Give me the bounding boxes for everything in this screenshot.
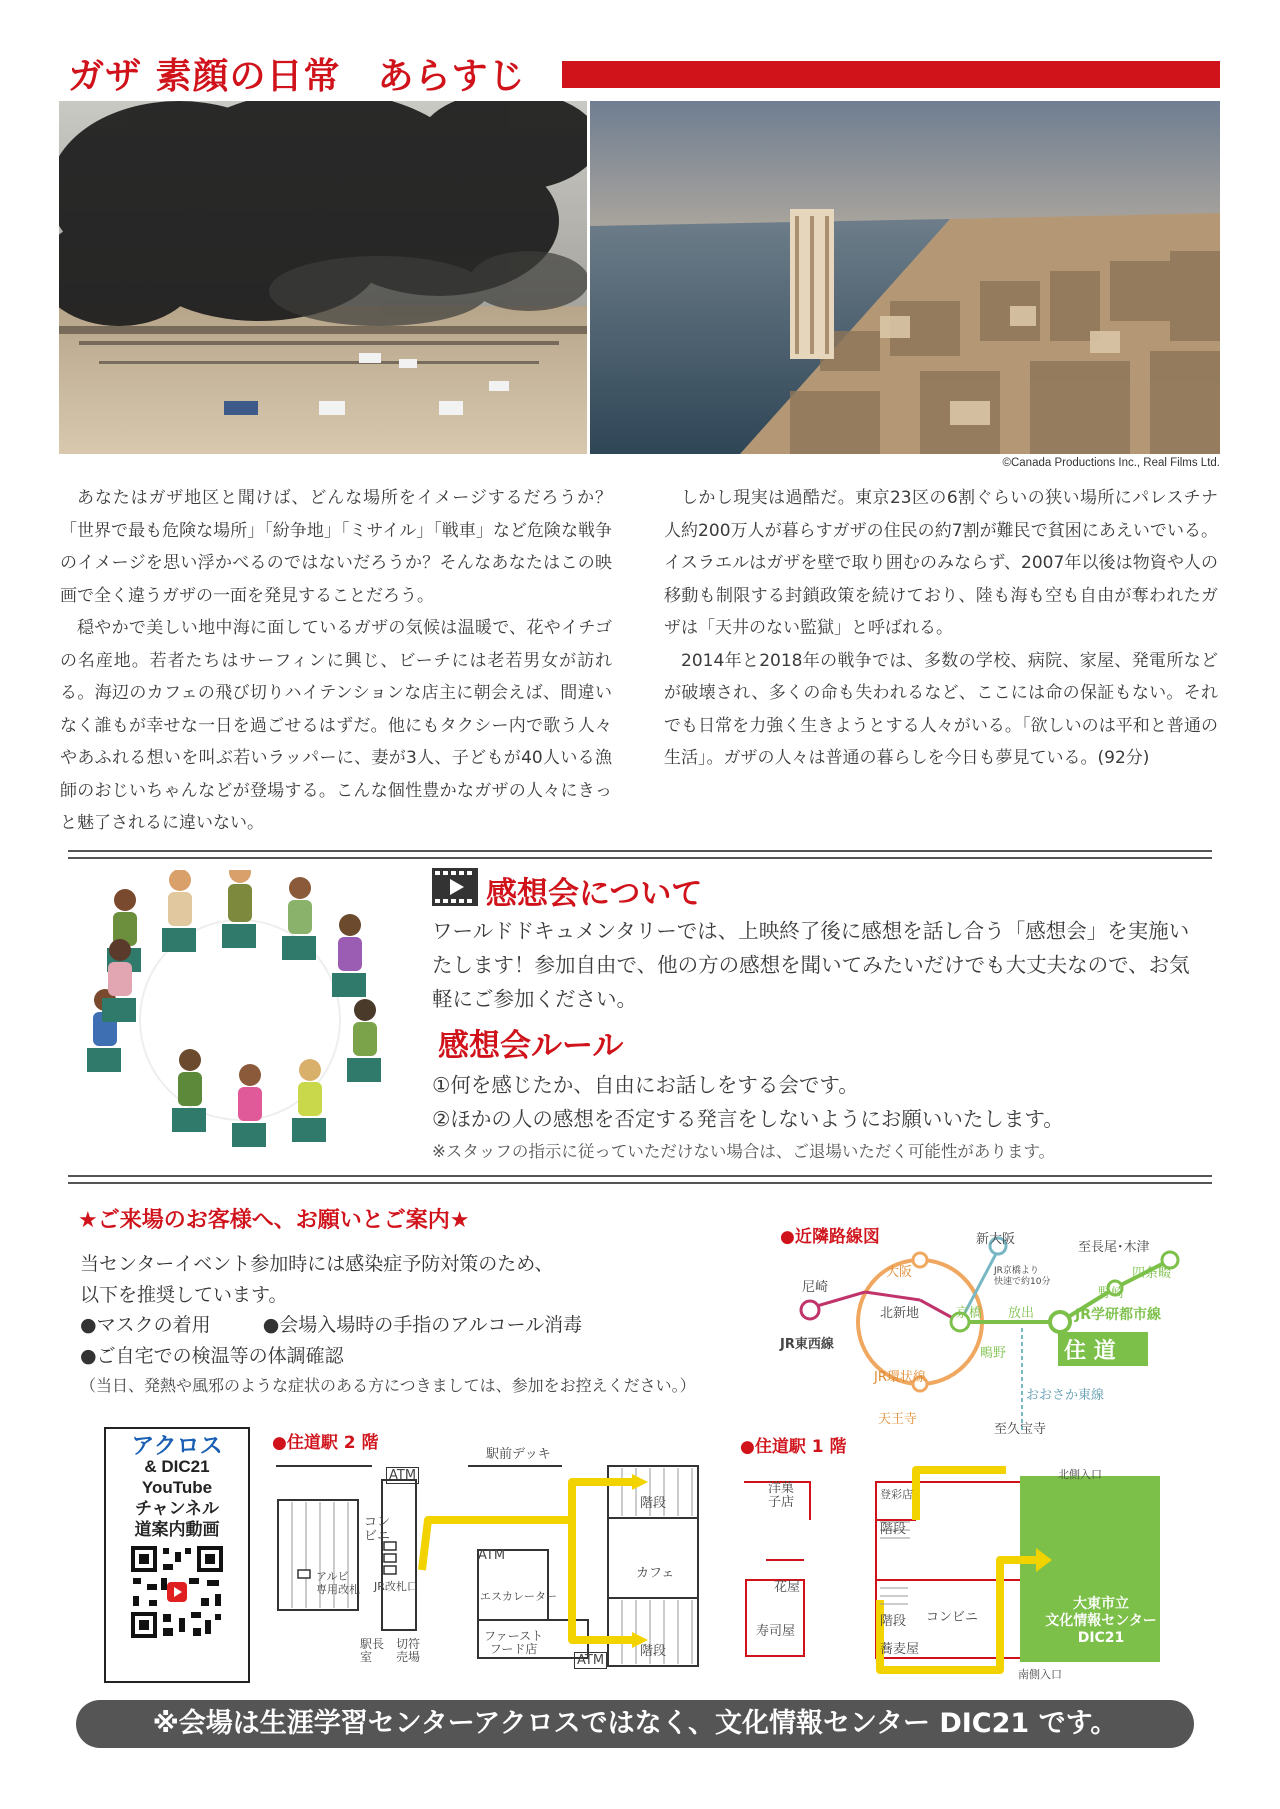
line-label: JR東西線 <box>780 1337 834 1352</box>
floor2-label: 階段 <box>640 1496 667 1511</box>
floor2-label: コンビニ <box>364 1515 391 1544</box>
floor1-map <box>740 1460 1180 1680</box>
sumimichi-station: 住 道 <box>1064 1339 1116 1364</box>
section-divider <box>68 1175 1212 1184</box>
synopsis-right <box>664 482 1218 775</box>
floor2-label: エスカレーター <box>480 1590 557 1603</box>
station-label: 新大阪 <box>976 1232 1016 1247</box>
floor1-label: 花屋 <box>774 1580 801 1595</box>
synopsis-left <box>60 482 612 840</box>
floor1-label: 登彩店 <box>880 1488 913 1501</box>
rapid-note: JR京橋より 快速で約10分 <box>994 1266 1051 1287</box>
photo-credit: ©Canada Productions Inc., Real Films Ltd. <box>1002 457 1220 469</box>
qr-brand: アクロス <box>131 1432 223 1458</box>
floor1-label: 南側入口 <box>1018 1668 1062 1681</box>
floor2-label: アルビ 専用改札 <box>316 1570 360 1596</box>
discussion-heading: 感想会について <box>486 876 703 912</box>
floor1-heading: ●住道駅 1 階 <box>740 1437 847 1457</box>
notice-item: ●マスクの着用 <box>80 1314 211 1336</box>
youtube-qr-box[interactable] <box>104 1427 250 1683</box>
synopsis-paragraph: しかし現実は過酷だ。東京23区の6割ぐらいの狭い場所にパレスチナ人約200万人が暮らすガザの住民の約7割が難民で貧困にあえいでいる。イスラエルはガザを壁で取り囲むのみならず、2007年以後は物資や人の移動も制限する封鎖政策を続けており、陸も海も空も自由が奪われたガザは「天井のない監獄」と呼ばれる。 <box>664 488 1218 638</box>
notice-item-row <box>80 1310 696 1341</box>
floor2-label: 切符 売場 <box>396 1637 421 1664</box>
notice-body <box>80 1249 696 1402</box>
floor2-label: 駅前デッキ <box>486 1447 551 1462</box>
station-label: 尼崎 <box>802 1280 829 1295</box>
gaza-city-photo <box>590 101 1220 454</box>
notice-item: ●会場入場時の手指のアルコール消毒 <box>262 1314 583 1336</box>
floor2-label: ATM <box>478 1548 506 1563</box>
floor2-label: 階段 <box>640 1644 667 1659</box>
qr-text: YouTube <box>141 1478 213 1497</box>
rule-item: ①何を感じたか、自由にお話しをする会です。 <box>432 1073 859 1097</box>
floor1-label: 寿司屋 <box>756 1624 796 1639</box>
floor2-label: JR改札口 <box>374 1580 418 1593</box>
qr-text: チャンネル <box>135 1499 219 1518</box>
notice-intro: 以下を推奨しています。 <box>80 1283 288 1306</box>
floor2-label: 駅長 室 <box>360 1637 385 1664</box>
floor1-label: コンビニ <box>926 1610 979 1625</box>
line-label: JR環状線 <box>874 1370 926 1385</box>
notice-note: （当日、発熱や風邪のような症状のある方につきましては、参加をお控えください。） <box>80 1376 696 1395</box>
title-bar <box>562 61 1220 88</box>
station-label: 四条畷 <box>1132 1266 1172 1281</box>
dic21-venue: 大東市立 文化情報センター DIC21 <box>1045 1596 1157 1646</box>
station-label: 北新地 <box>880 1306 920 1321</box>
venue-notice-bar: ※会場は生涯学習センターアクロスではなく、文化情報センター DIC21 です。 <box>76 1700 1194 1748</box>
notice-intro: 当センターイベント参加時には感染症予防対策のため、 <box>80 1253 554 1275</box>
qr-text: 道案内動画 <box>134 1520 220 1539</box>
notice-item: ●ご自宅での検温等の体調確認 <box>80 1344 344 1367</box>
floor1-label: 蕎麦屋 <box>880 1642 920 1657</box>
floor2-label: ATM <box>574 1652 607 1669</box>
qr-code-icon[interactable] <box>129 1544 225 1640</box>
line-label: おおさか東線 <box>1026 1388 1105 1403</box>
rules-heading: 感想会ルール <box>438 1028 624 1064</box>
page-title: ガザ 素顔の日常 あらすじ <box>68 55 526 97</box>
route-map-heading: ●近隣路線図 <box>780 1227 880 1247</box>
rule-item: ②ほかの人の感想を否定する発言をしないようにお願いいたします。 <box>432 1107 1064 1131</box>
floor2-heading: ●住道駅 2 階 <box>272 1433 379 1453</box>
station-label: 京橋 <box>956 1306 983 1321</box>
floor2-label: ファースト フード店 <box>484 1629 544 1656</box>
notice-heading: ★ご来場のお客様へ、お願いとご案内★ <box>78 1208 470 1233</box>
qr-text: & DIC21 <box>144 1457 210 1476</box>
synopsis-paragraph: 2014年と2018年の戦争では、多数の学校、病院、家屋、発電所などが破壊され、多くの命も失われるなど、ここには命の保証もない。それでも日常を力強く生きようとする人々がいる。「欲しいのは平和と普通の生活」。ガザの人々は普通の暮らしを今日も夢見ている。(92分) <box>664 650 1218 768</box>
floor1-label: 洋菓 子店 <box>768 1481 795 1510</box>
station-label: 天王寺 <box>878 1412 918 1427</box>
synopsis-paragraph: 穏やかで美しい地中海に面しているガザの気候は温暖で、花やイチゴの名産地。若者たちはサーフィンに興じ、ビーチには老若男女が訪れる。海辺のカフェの飛び切りハイテンションな店主に朝会えば、間違いなく誰もが幸せな一日を過ごせるはずだ。他にもタクシー内で歌う人々やあふれる想いを叫ぶ若いラッパーに、妻が3人、子どもが40人いる漁師のおじいちゃんなどが登場する。こんな個性豊かなガザの人々にきっと魅了されるに違いない。 <box>60 618 612 833</box>
line-label: 至久宝寺 <box>994 1422 1047 1437</box>
rules-note: ※スタッフの指示に従っていただけない場合は、ご退場いただく可能性があります。 <box>432 1142 1056 1161</box>
synopsis-paragraph: あなたはガザ地区と聞けば、どんな場所をイメージするだろうか？「世界で最も危険な場所」「紛争地」「ミサイル」「戦車」など危険な戦争のイメージを思い浮かべるのではないだろうか？そんなあなたはこの映画で全く違うガザの一面を発見することだろう。 <box>60 488 612 606</box>
station-label: 放出 <box>1008 1306 1035 1321</box>
floor1-label: 階段 <box>880 1614 907 1629</box>
floor2-label: カフェ <box>636 1566 675 1581</box>
section-divider <box>68 850 1212 859</box>
line-label: JR学研都市線 <box>1075 1307 1161 1323</box>
discussion-description: ワールドドキュメンタリーでは、上映終了後に感想を話し合う「感想会」を実施いたします！参加自由で、他の方の感想を聞いてみたいだけでも大丈夫なので、お気軽にご参加ください。 <box>432 919 1190 1011</box>
station-label: 大阪 <box>886 1265 913 1280</box>
floor2-label: ATM <box>386 1467 419 1484</box>
discussion-circle-illustration <box>80 870 400 1174</box>
floor1-label: 北側入口 <box>1058 1468 1102 1481</box>
line-label: 至長尾･木津 <box>1078 1240 1150 1255</box>
station-label: 鴫野 <box>980 1346 1007 1361</box>
film-icon <box>432 868 478 906</box>
station-label: 野崎 <box>1098 1286 1125 1301</box>
smoke-photo <box>59 101 587 454</box>
floor1-label: 階段 <box>880 1522 907 1537</box>
